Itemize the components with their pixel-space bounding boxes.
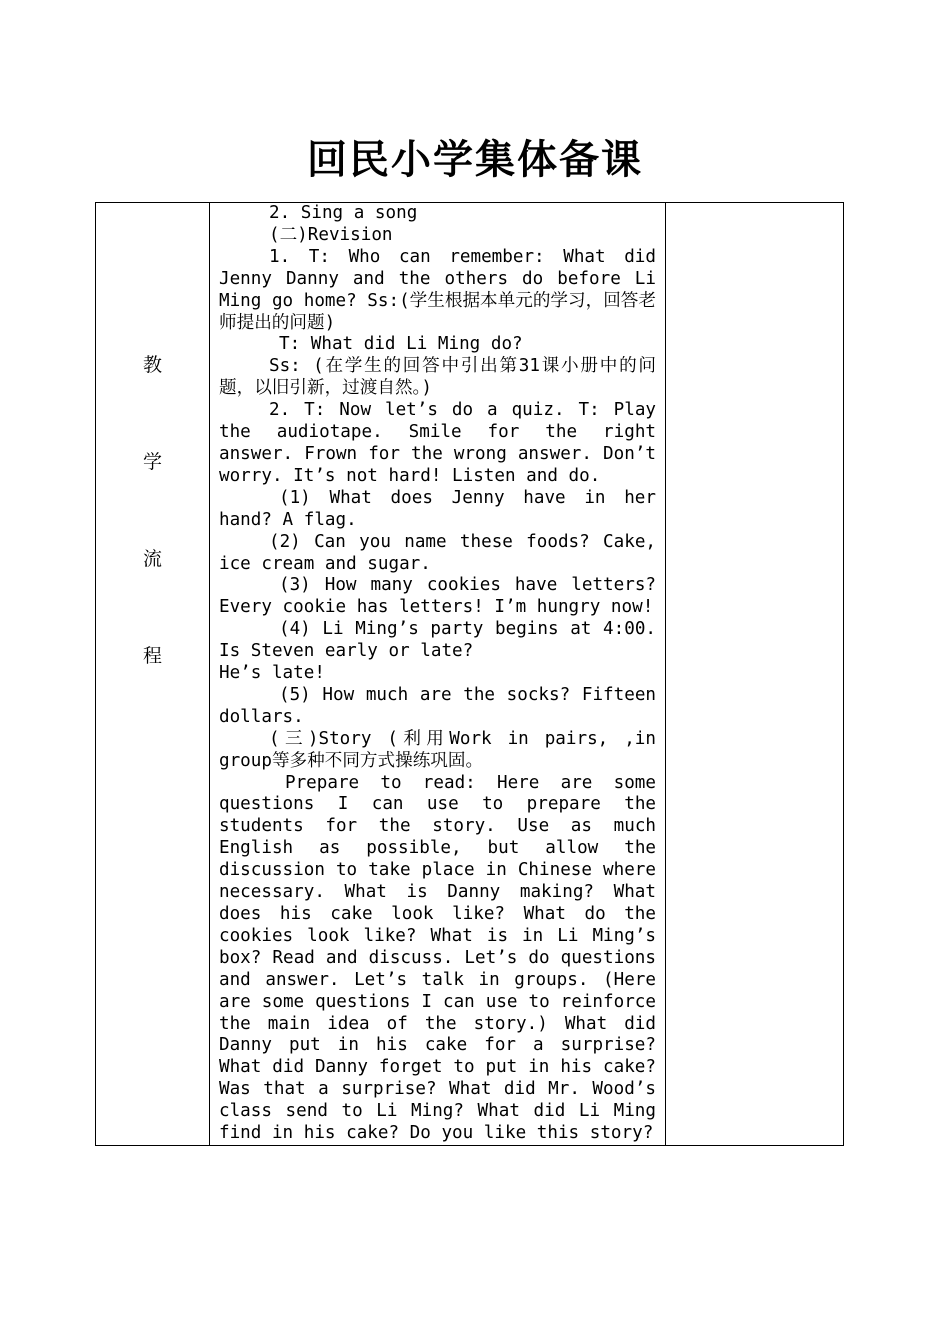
- lesson-paragraph: 2. Sing a song: [269, 203, 418, 223]
- lesson-paragraph: Ss: (在学生的回答中引出第31课小册中的问题，以旧引新，过渡自然。): [219, 356, 656, 399]
- lesson-paragraph: T: What did Li Ming do?: [279, 334, 523, 355]
- page-title: 回民小学集体备课: [307, 137, 643, 183]
- lesson-paragraph: (1) What does Jenny have in her hand? A flag.: [219, 487, 656, 530]
- lesson-paragraph: (二)Revision: [269, 224, 393, 245]
- table-row: [96, 203, 844, 1146]
- lesson-content-cell: [210, 203, 666, 1146]
- lesson-paragraph: (5) How much are the socks? Fifteen dollars.: [219, 684, 656, 727]
- notes-cell: [666, 203, 844, 1146]
- section-label-char: 教: [142, 354, 162, 376]
- section-label-char: 学: [142, 451, 162, 473]
- section-label-char: 程: [142, 645, 162, 667]
- lesson-paragraph: 2. T: Now let’s do a quiz. T: Play the audiotape. Smile for the right answer. Frown for the wrong answer. Don’t worry. It’s not hard! Listen and do.: [219, 400, 656, 486]
- section-label-cell: [96, 203, 210, 1146]
- lesson-paragraph: 1. T: Who can remember: What did Jenny Danny and the others do before Li Ming go home? Ss:(学生根据本单元的学习，回答老师提出的问题): [219, 246, 656, 333]
- lesson-paragraph: (三)Story (利用Work in pairs, ,in group等多种不同方式操练巩固。: [219, 728, 656, 771]
- lesson-paragraph: He’s late!: [219, 663, 325, 684]
- lesson-paragraph: (2) Can you name these foods? Cake, ice cream and sugar.: [219, 531, 656, 574]
- lesson-paragraph: (4) Li Ming’s party begins at 4:00. Is Steven early or late?: [219, 619, 656, 662]
- lesson-plan-table: [95, 202, 844, 1146]
- section-label: [96, 203, 209, 738]
- lesson-paragraph: (3) How many cookies have letters? Every cookie has letters! I’m hungry now!: [219, 575, 656, 618]
- lesson-paragraph: Prepare to read: Here are some questions I can use to prepare the students for the story. Use as much English as possible, but allow the discussion to take place in Chinese where necessary. What is Danny making? What does his cake look like? What do the cookies look like? What is in Li Ming’s box? Read and discuss. Let’s do questions and answer. Let’s talk in groups. (Here are some questions I can use to reinforce the main idea of the story.) What did Danny put in his cake for a surprise? What did Danny forget to put in his cake? Was that a surprise? What did Mr. Wood’s class send to Li Ming? What did Li Ming find in his cake? Do you like this story?: [219, 772, 656, 1144]
- lesson-content: [210, 203, 665, 1145]
- section-label-char: 流: [142, 548, 162, 570]
